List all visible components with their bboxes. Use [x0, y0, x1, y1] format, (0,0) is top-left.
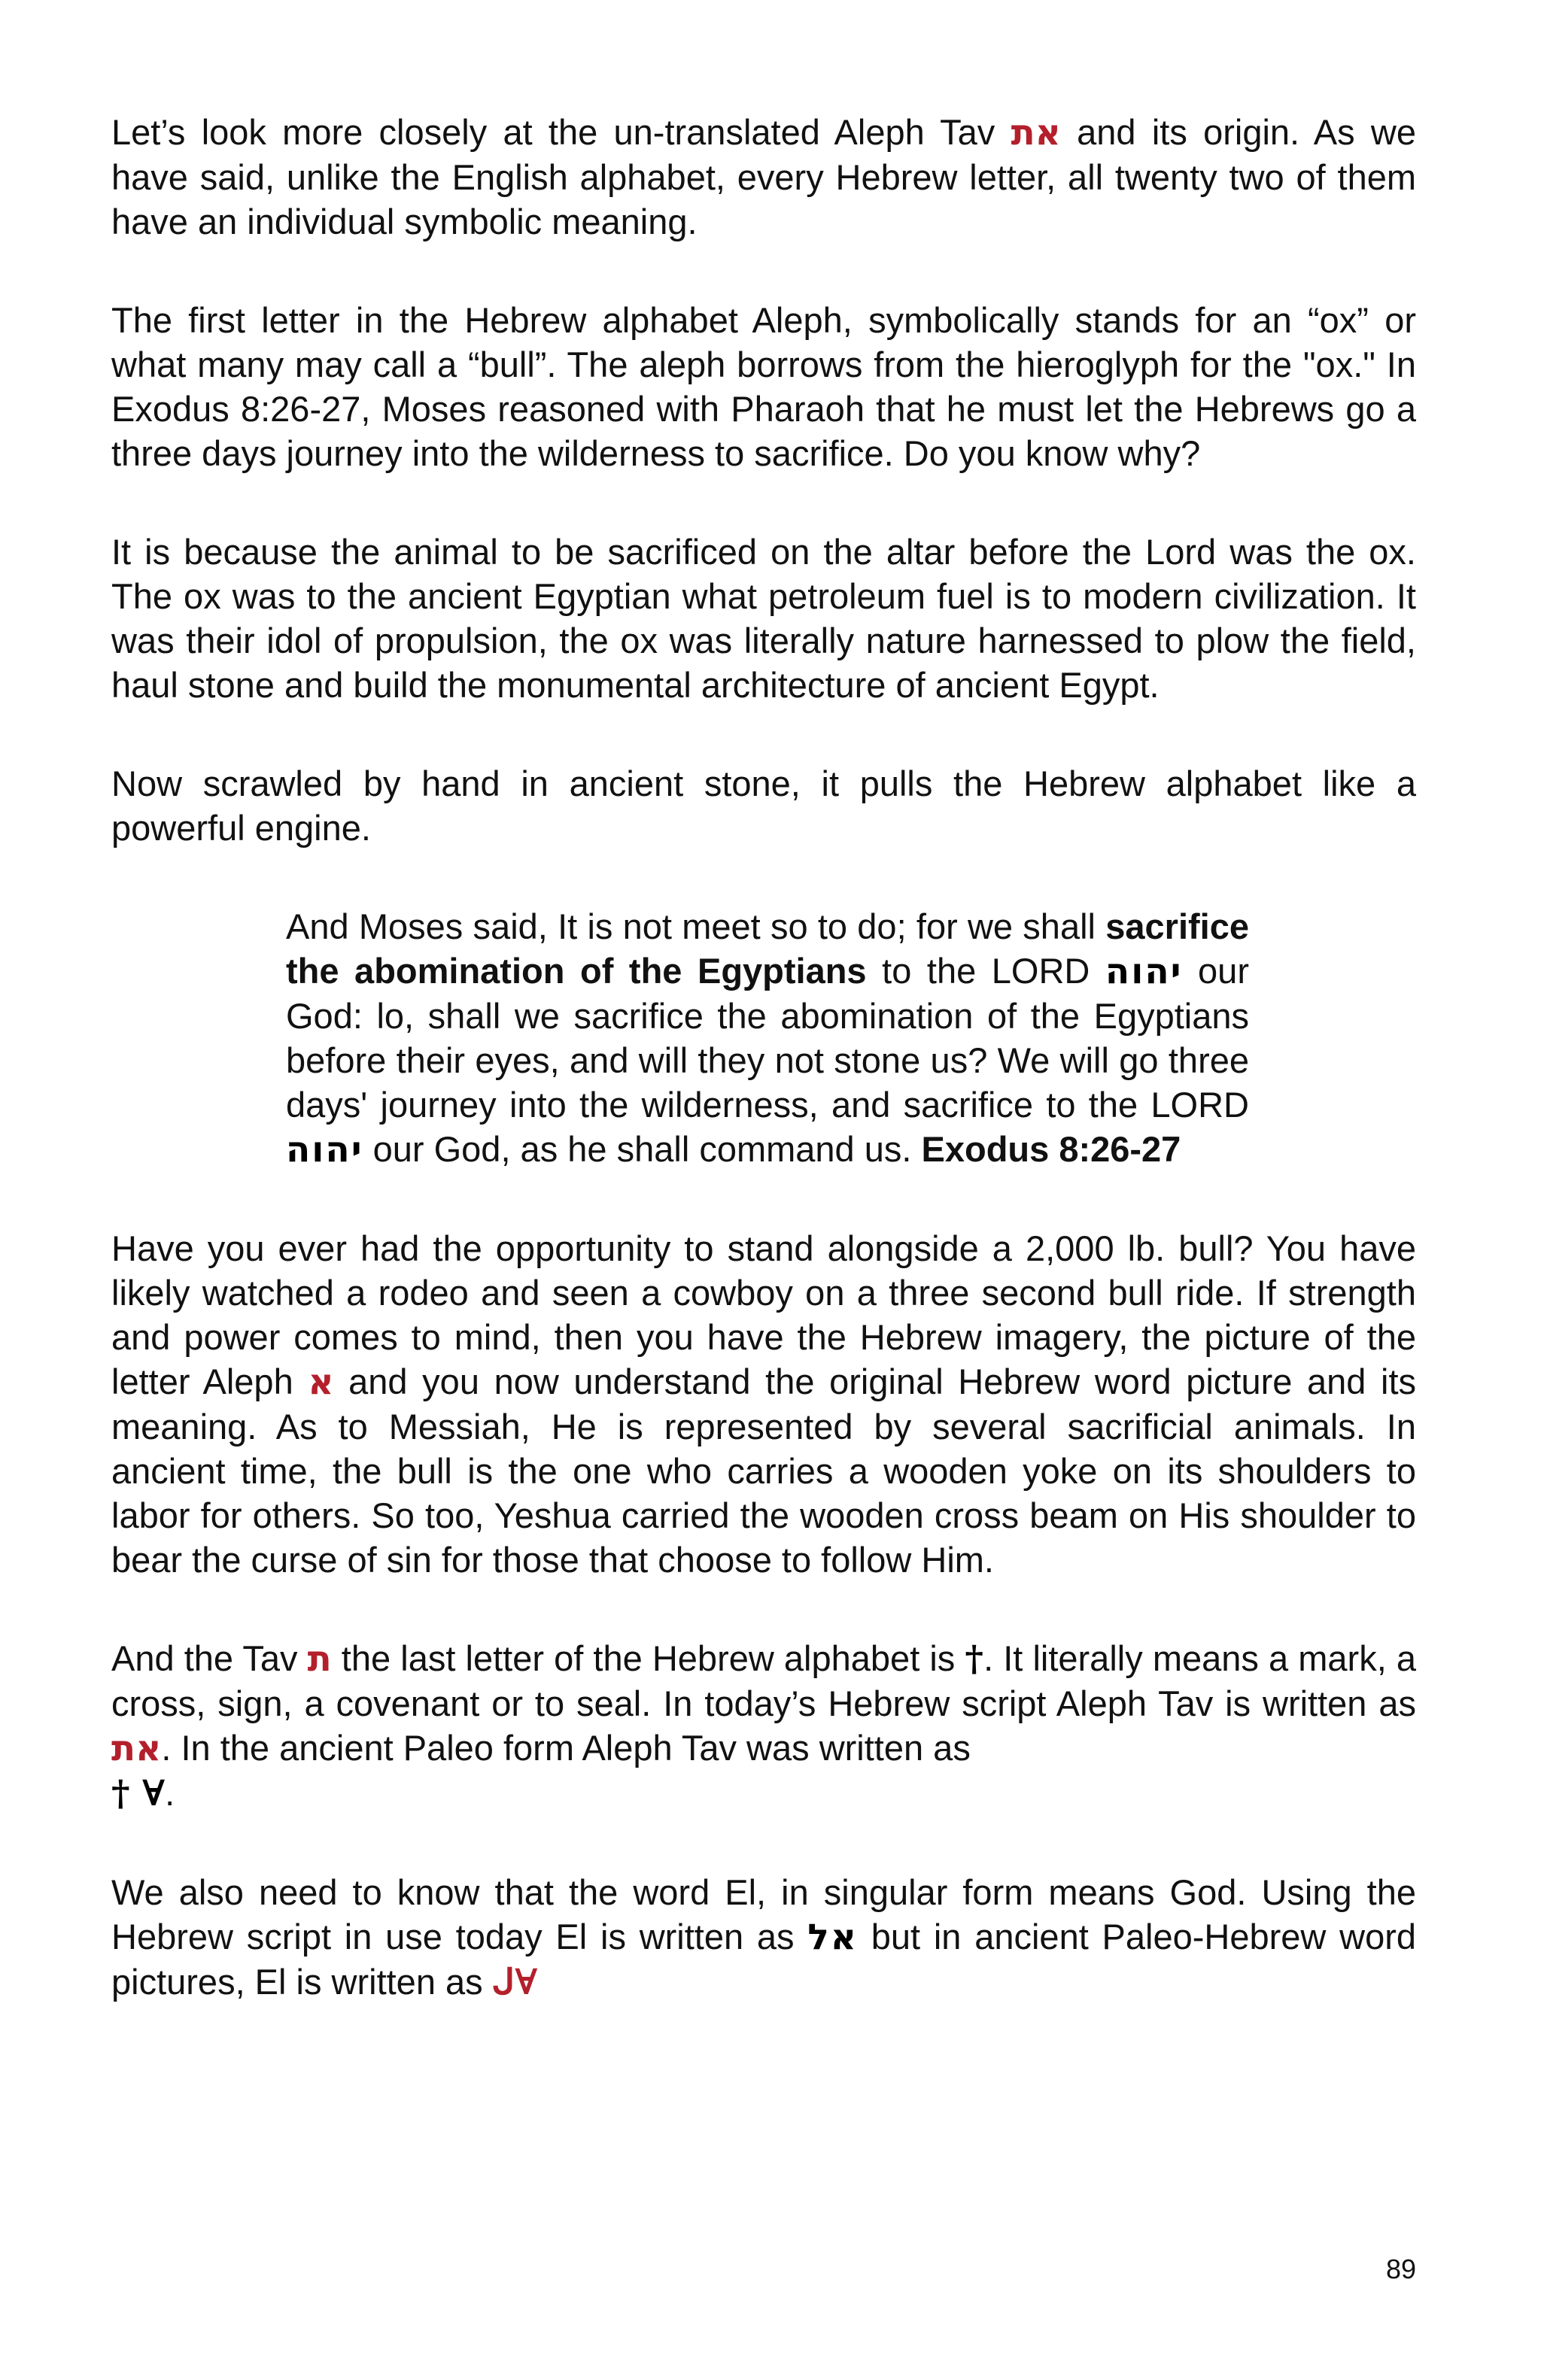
aleph-tav-hebrew-glyph: את — [111, 1728, 162, 1769]
text-run: And Moses said, It is not meet so to do; for we shall — [286, 906, 1106, 946]
tav-hebrew-glyph: ת — [307, 1638, 332, 1680]
text-run: . It literally means a mark, a cross, sign, a covenant or to seal. In today’s Hebrew script Aleph Tav is written as — [111, 1638, 1416, 1723]
text-run: and you now understand the original Hebrew word picture and its meaning. As to Messiah, He is represented by several sacrificial animals. In ancient time, the bull is the one who carries a wooden yoke on its shoulders to labor for others. So too, Yeshua carried the wooden cross beam on His shoulder to bear the curse of sin for those that choose to follow Him. — [111, 1362, 1417, 1580]
text-run: and its origin. As we have said, unlike the English alphabet, every Hebrew letter, all twenty two of them have an individual symbolic meaning. — [111, 112, 1416, 241]
quote-bold-phrase: sacrifice the abomination of the Egyptians — [286, 906, 1249, 991]
text-run: the last letter of the Hebrew alphabet is — [331, 1638, 965, 1678]
paragraph-ox-sacrifice: It is because the animal to be sacrificed on the altar before the Lord was the ox. The ox was to the ancient Egyptian what petroleum fuel is to modern civilization. It was their idol of propulsion, the ox was literally nature harnessed to plow the field, haul stone and build the monumental architecture of ancient Egypt. — [111, 532, 1416, 705]
paleo-aleph-tav-glyph: † ∀ — [111, 1773, 166, 1814]
paragraph-stone-engine: Now scrawled by hand in ancient stone, it pulls the Hebrew alphabet like a powerful engine. — [111, 763, 1416, 848]
paragraph-tav-meaning — [111, 1636, 1416, 1816]
paragraph-aleph-tav-intro — [111, 110, 1416, 244]
text-run: our God, as he shall command us. — [363, 1129, 922, 1169]
text-run: our God: lo, shall we sacrifice the abomination of the Egyptians before their eyes, and will they not stone us? We will go three days' journey into the wilderness, and sacrifice to the LORD — [286, 951, 1249, 1125]
text-run: to the LORD — [866, 951, 1105, 991]
text-run: Have you ever had the opportunity to stand alongside a 2,000 lb. bull? You have likely watched a rodeo and seen a cowboy on a three second bull ride. If strength and power comes to mind, then you have the Hebrew imagery, the picture of the letter Aleph — [111, 1228, 1416, 1401]
aleph-hebrew-glyph: א — [308, 1362, 334, 1403]
paleo-tav-cross-glyph: † — [965, 1638, 984, 1680]
scripture-reference: Exodus 8:26-27 — [921, 1129, 1181, 1169]
paragraph-bull-imagery — [111, 1226, 1416, 1582]
text-run: Let’s look more closely at the un-translated Aleph Tav — [111, 112, 1011, 152]
text-run: . — [165, 1773, 175, 1813]
text-run: And the Tav — [111, 1638, 308, 1678]
paragraph-el-meaning — [111, 1870, 1416, 2005]
document-page — [111, 110, 1416, 2059]
paleo-el-glyph: ᒍ∀ — [492, 1962, 538, 2003]
aleph-tav-hebrew-glyph: את — [1011, 112, 1061, 153]
text-run: We also need to know that the word El, in singular form means God. Using the Hebrew script in use today El is written as — [111, 1872, 1416, 1957]
paragraph-aleph-ox: The first letter in the Hebrew alphabet Aleph, symbolically stands for an “ox” or what many may call a “bull”. The aleph borrows from the hieroglyph for the "ox." In Exodus 8:26-27, Moses reasoned with Pharaoh that he must let the Hebrews go a three days journey into the wilderness to sacrifice. Do you know why? — [111, 300, 1416, 473]
text-run: but in ancient Paleo-Hebrew word pictures, El is written as — [111, 1917, 1416, 2002]
yhwh-hebrew-glyph: יהוה — [1105, 951, 1183, 992]
el-hebrew-glyph: אל — [807, 1917, 858, 1958]
text-run: . In the ancient Paleo form Aleph Tav was written as — [161, 1728, 971, 1768]
scripture-quote-exodus — [286, 904, 1249, 1172]
page-number: 89 — [1385, 2254, 1416, 2284]
yhwh-hebrew-glyph: יהוה — [286, 1129, 363, 1170]
